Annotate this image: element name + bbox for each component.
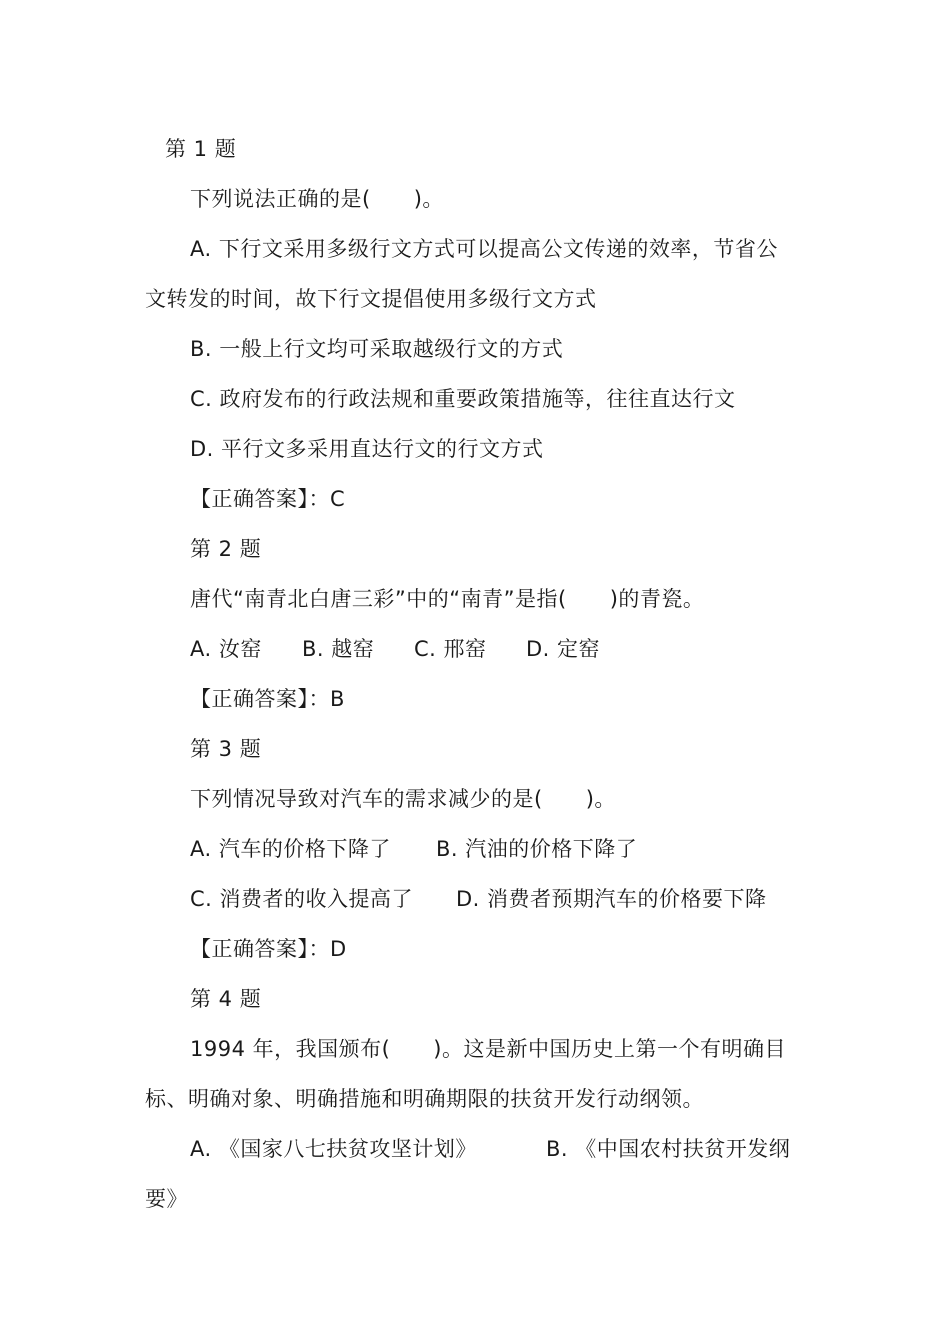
- question-4-stem-line2: 标、明确对象、明确措施和明确期限的扶贫开发行动纲领。: [145, 1087, 704, 1111]
- question-4-option-a: A. 《国家八七扶贫攻坚计划》: [190, 1137, 477, 1161]
- question-1-option-c: C. 政府发布的行政法规和重要政策措施等，往往直达行文: [190, 387, 736, 411]
- question-1-option-b: B. 一般上行文均可采取越级行文的方式: [190, 337, 564, 361]
- question-2-option-d: D. 定窑: [526, 637, 601, 661]
- question-2-option-a: A. 汝窑: [190, 637, 262, 661]
- question-1-option-d: D. 平行文多采用直达行文的行文方式: [190, 437, 544, 461]
- question-1-option-a-line2: 文转发的时间，故下行文提倡使用多级行文方式: [145, 287, 597, 311]
- question-4-option-b-line2: 要》: [145, 1187, 188, 1211]
- question-3-title: 第 3 题: [190, 737, 262, 761]
- question-3-answer: 【正确答案】：D: [190, 937, 347, 961]
- question-4-options-row: [190, 1134, 890, 1164]
- question-4-stem-line1: 1994 年，我国颁布( )。这是新中国历史上第一个有明确目: [190, 1037, 787, 1061]
- question-2-option-c: C. 邢窑: [414, 637, 487, 661]
- question-4-option-b-line1: B. 《中国农村扶贫开发纲: [546, 1137, 791, 1161]
- question-2-options-row: [190, 634, 890, 664]
- question-3-option-d: D. 消费者预期汽车的价格要下降: [456, 887, 767, 911]
- question-3-option-b: B. 汽油的价格下降了: [436, 837, 638, 861]
- question-3-options-row-1: [190, 834, 890, 864]
- question-1-answer: 【正确答案】：C: [190, 487, 346, 511]
- question-2-option-b: B. 越窑: [302, 637, 375, 661]
- question-3-stem: 下列情况导致对汽车的需求减少的是( )。: [190, 787, 616, 811]
- question-2-title: 第 2 题: [190, 537, 262, 561]
- question-4-title: 第 4 题: [190, 987, 262, 1011]
- question-1-title: 第 1 题: [165, 137, 237, 161]
- question-1-option-a-line1: A. 下行文采用多级行文方式可以提高公文传递的效率，节省公: [190, 237, 778, 261]
- question-1-stem: 下列说法正确的是( )。: [190, 187, 444, 211]
- question-3-option-a: A. 汽车的价格下降了: [190, 837, 391, 861]
- question-2-stem: 唐代“南青北白唐三彩”中的“南青”是指( )的青瓷。: [190, 587, 705, 611]
- question-3-option-c: C. 消费者的收入提高了: [190, 887, 414, 911]
- question-3-options-row-2: [190, 884, 890, 914]
- question-2-answer: 【正确答案】：B: [190, 687, 345, 711]
